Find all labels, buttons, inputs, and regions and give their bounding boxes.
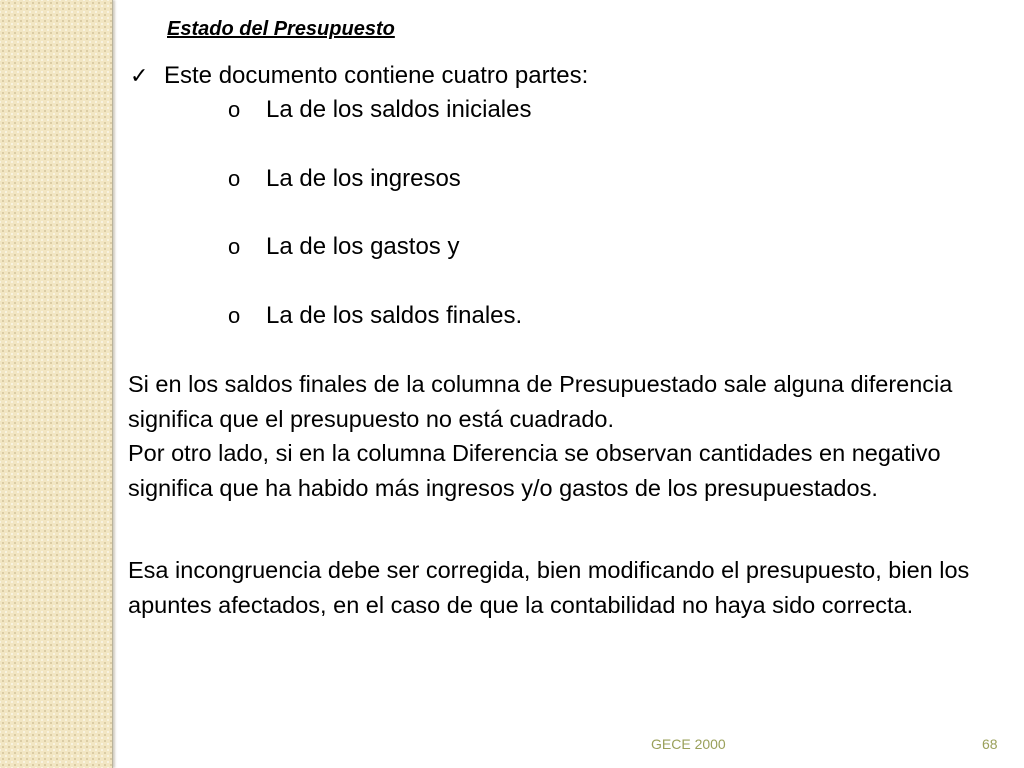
list-item-text: La de los saldos iniciales	[266, 96, 532, 123]
list-item-text: La de los saldos finales.	[266, 302, 523, 329]
page-number: 68	[982, 736, 998, 752]
list-item	[228, 233, 459, 261]
list-item-text: La de los gastos y	[266, 233, 460, 260]
bullet-marker: o	[228, 97, 241, 122]
list-item	[228, 96, 532, 124]
decorative-side-strip	[0, 0, 113, 768]
list-item-text: La de los ingresos	[266, 165, 461, 192]
list-item	[228, 165, 461, 193]
bullet-marker: o	[228, 234, 241, 259]
list-item	[228, 302, 522, 330]
paragraph-incongruencia: Esa incongruencia debe ser corregida, bien modificando el presupuesto, bien los apuntes afectados, en el caso de que la contabilidad no haya sido correcta.	[128, 557, 970, 618]
slide-heading: Estado del Presupuesto	[167, 18, 395, 40]
paragraph-diferencia: Por otro lado, si en la columna Diferencia se observan cantidades en negativo significa que ha habido más ingresos y/o gastos de los presupuestados.	[128, 440, 941, 501]
paragraph-saldos-finales: Si en los saldos finales de la columna de Presupuestado sale alguna diferencia significa que el presupuesto no está cuadrado.	[128, 371, 953, 432]
bullet-marker: o	[228, 166, 241, 191]
bullet-marker: o	[228, 303, 241, 328]
intro-line	[130, 62, 588, 90]
footer-label: GECE 2000	[651, 736, 726, 752]
checkmark-icon: ✓	[130, 63, 149, 88]
intro-text: Este documento contiene cuatro partes:	[164, 62, 589, 89]
